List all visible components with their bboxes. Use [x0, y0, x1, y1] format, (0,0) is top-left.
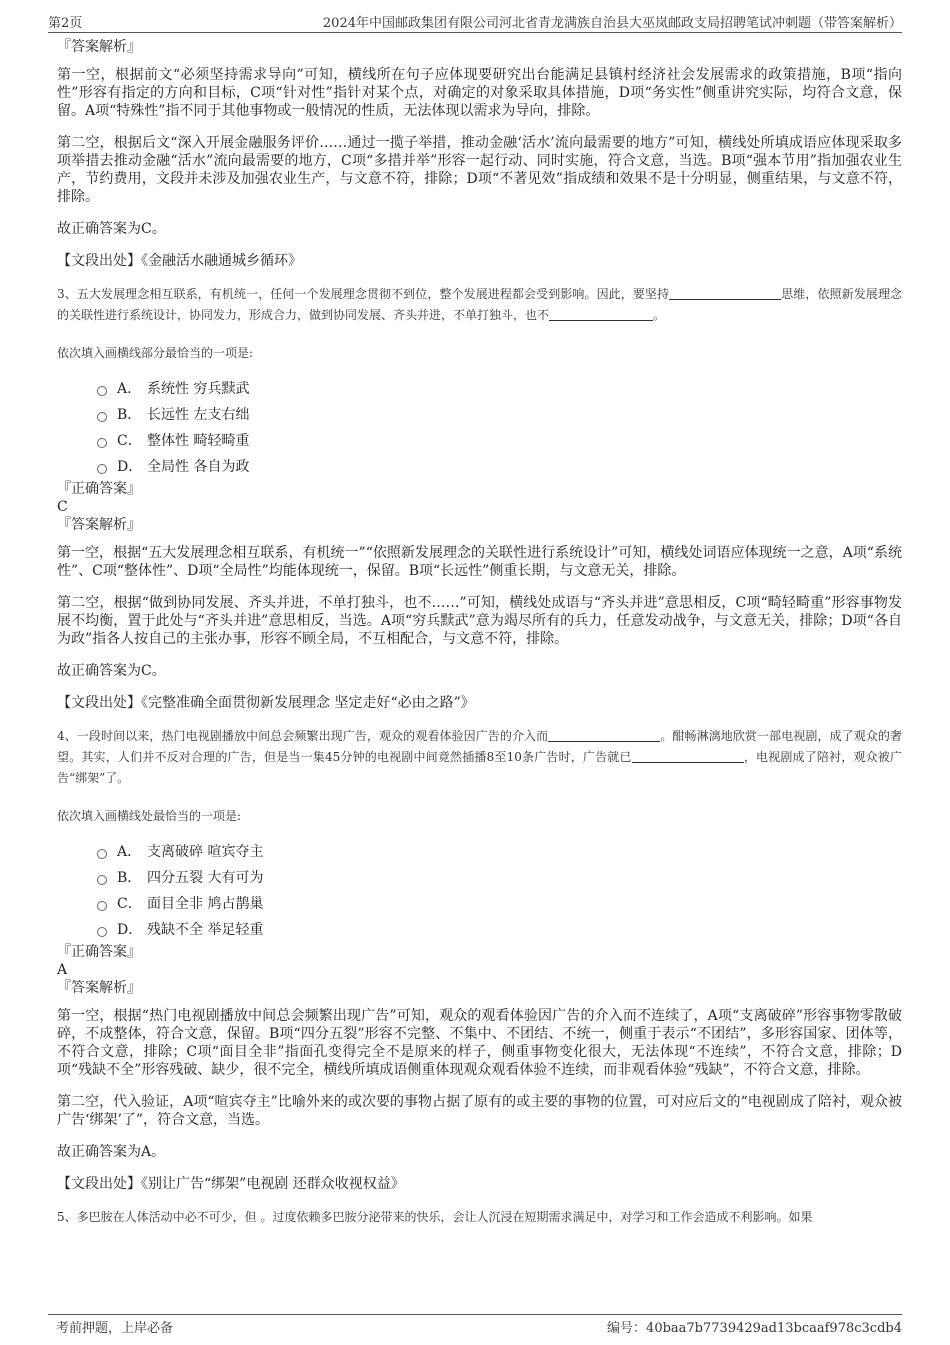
question-stem: 5、多巴胺在人体活动中必不可少，但 。过度依赖多巴胺分泌带来的快乐，会让人沉浸在短期需求满足中，对学习和工作会造成不利影响。如果: [57, 1210, 813, 1224]
question-prompt: 依次填入画横线部分最恰当的一项是:: [57, 346, 254, 360]
correct-answer: A: [57, 962, 68, 978]
option-a[interactable]: A． 系统性 穷兵黩武: [97, 376, 902, 402]
option-c[interactable]: C． 整体性 畸轻畸重: [97, 428, 902, 454]
option-b[interactable]: B． 四分五裂 大有可为: [97, 865, 902, 891]
option-a[interactable]: A． 支离破碎 喧宾夺主: [97, 839, 902, 865]
footer-slogan: 考前押题，上岸必备: [56, 1321, 174, 1336]
analysis-paragraph: 第二空，根据后文“深入开展金融服务评价……通过一揽子举措，推动金融‘活水’流向最需要的地方”可知，横线处所填成语应体现采取多项举措去推动金融“活水”流向最需要的地方，C项“多措并举”形容一起行动、同时实施，符合文意，当选。B项“强本节用”指加强农业生产，节约费用，文段并未涉及加强农业生产，与文意不符，排除；D项“不著见效”指成绩和效果不是十分明显，侧重结果，与文意不符，排除。: [57, 135, 902, 205]
answer-label: 『正确答案』: [57, 944, 141, 960]
radio-icon[interactable]: [97, 875, 107, 885]
option-d[interactable]: D． 全局性 各自为政: [97, 454, 902, 480]
analysis-conclusion: 故正确答案为C。: [57, 221, 166, 237]
analysis-label: 『答案解析』: [57, 980, 141, 996]
question-prompt: 依次填入画横线处最恰当的一项是:: [57, 809, 242, 823]
analysis-paragraph: 第二空，代入验证，A项“喧宾夺主”比喻外来的或次要的事物占据了原有的或主要的事物的位置，可对应后文的“电视剧成了陪衬，观众被广告‘绑架’了”，符合文意，当选。: [57, 1094, 902, 1128]
option-c[interactable]: C． 面目全非 鸠占鹊巢: [97, 891, 902, 917]
radio-icon[interactable]: [97, 464, 107, 474]
question-stem: 4、一段时间以来，热门电视剧播放中间总会频繁出现广告，观众的观看体验因广告的介入而 。酣畅淋漓地欣赏一部电视剧，成了观众的奢望。其实，人们并不反对合理的广告，但是当一集45分钟的电视剧中间竟然插播8至10条广告时，广告就已 ，电视剧成了陪衬，观众被广告“绑架”了。: [57, 729, 902, 785]
question-stem: 3、五大发展理念相互联系，有机统一，任何一个发展理念贯彻不到位，整个发展进程都会受到影响。因此，要坚持 思维，依照新发展理念的关联性进行系统设计，协同发力，形成合力，做到协同发展、齐头并进，不单打独斗，也不 。: [57, 287, 902, 322]
radio-icon[interactable]: [97, 849, 107, 859]
answer-blank: [669, 285, 781, 300]
option-b[interactable]: B． 长远性 左支右绌: [97, 402, 902, 428]
document-body: [57, 38, 902, 1228]
page-footer: [48, 1314, 902, 1336]
answer-label: 『正确答案』: [57, 481, 141, 497]
document-title: 2024年中国邮政集团有限公司河北省青龙满族自治县大巫岚邮政支局招聘笔试冲刺题（带答案解析）: [322, 16, 902, 31]
radio-icon[interactable]: [97, 438, 107, 448]
radio-icon[interactable]: [97, 901, 107, 911]
option-d[interactable]: D． 残缺不全 举足轻重: [97, 917, 902, 943]
option-list: [97, 839, 902, 943]
analysis-paragraph: 第二空，根据“做到协同发展、齐头并进，不单打独斗，也不……”可知，横线处成语与“齐头并进”意思相反，C项“畸轻畸重”形容事物发展不均衡，置于此处与“齐头并进”意思相反，当选。A项“穷兵黩武”意为竭尽所有的兵力，任意发动战争，与文意无关，排除；D项“各自为政”指各人按自己的主张办事，形容不顾全局，不互相配合，与文意不符，排除。: [57, 595, 902, 647]
answer-blank: [548, 727, 660, 742]
source-citation: 【文段出处】《金融活水融通城乡循环》: [57, 253, 302, 269]
document-id: 编号：40baa7b7739429ad13bcaaf978c3cdb4: [607, 1321, 902, 1336]
analysis-label: 『答案解析』: [57, 517, 141, 533]
analysis-conclusion: 故正确答案为C。: [57, 663, 166, 679]
answer-blank: [632, 748, 744, 763]
source-citation: 【文段出处】《完整准确全面贯彻新发展理念 坚定走好“必由之路”》: [57, 695, 475, 711]
correct-answer: C: [57, 499, 68, 515]
source-citation: 【文段出处】《别让广告“绑架”电视剧 还群众收视权益》: [57, 1176, 405, 1192]
analysis-label: 『答案解析』: [57, 39, 141, 55]
analysis-paragraph: 第一空，根据“热门电视剧播放中间总会频繁出现广告”可知，观众的观看体验因广告的介入而不连续了，A项“支离破碎”形容事物零散破碎，不成整体，符合文意，保留。B项“四分五裂”形容不完整、不集中、不团结、不统一，侧重于表示“不团结”，多形容国家、团体等，不符合文意，排除；C项“面目全非”指面孔变得完全不是原来的样子，侧重事物变化很大，无法体现“不连续”，不符合文意，排除；D项“残缺不全”形容残破、缺少，很不完全，横线所填成语侧重体现观众观看体验不连续，而非观看体验“残缺”，不符合文意，排除。: [57, 1008, 902, 1078]
analysis-paragraph: 第一空，根据“五大发展理念相互联系，有机统一”“依照新发展理念的关联性进行系统设计”可知，横线处词语应体现统一之意，A项“系统性”、C项“整体性”、D项“全局性”均能体现统一，保留。B项“长远性”侧重长期，与文意无关，排除。: [57, 545, 902, 579]
page-header: [48, 10, 902, 33]
option-list: [97, 376, 902, 480]
answer-blank: [549, 306, 653, 321]
radio-icon[interactable]: [97, 386, 107, 396]
analysis-paragraph: 第一空，根据前文“必须坚持需求导向”可知，横线所在句子应体现要研究出台能满足县镇村经济社会发展需求的政策措施，B项“指向性”形容有指定的方向和目标，C项“针对性”指针对某个点，对确定的对象采取具体措施，D项“务实性”侧重讲究实际，均符合文意，保留。A项“特殊性”指不同于其他事物或一般情况的性质，无法体现以需求为导向，排除。: [57, 67, 902, 119]
analysis-conclusion: 故正确答案为A。: [57, 1144, 166, 1160]
radio-icon[interactable]: [97, 412, 107, 422]
page-number: 第2页: [48, 16, 83, 31]
radio-icon[interactable]: [97, 927, 107, 937]
